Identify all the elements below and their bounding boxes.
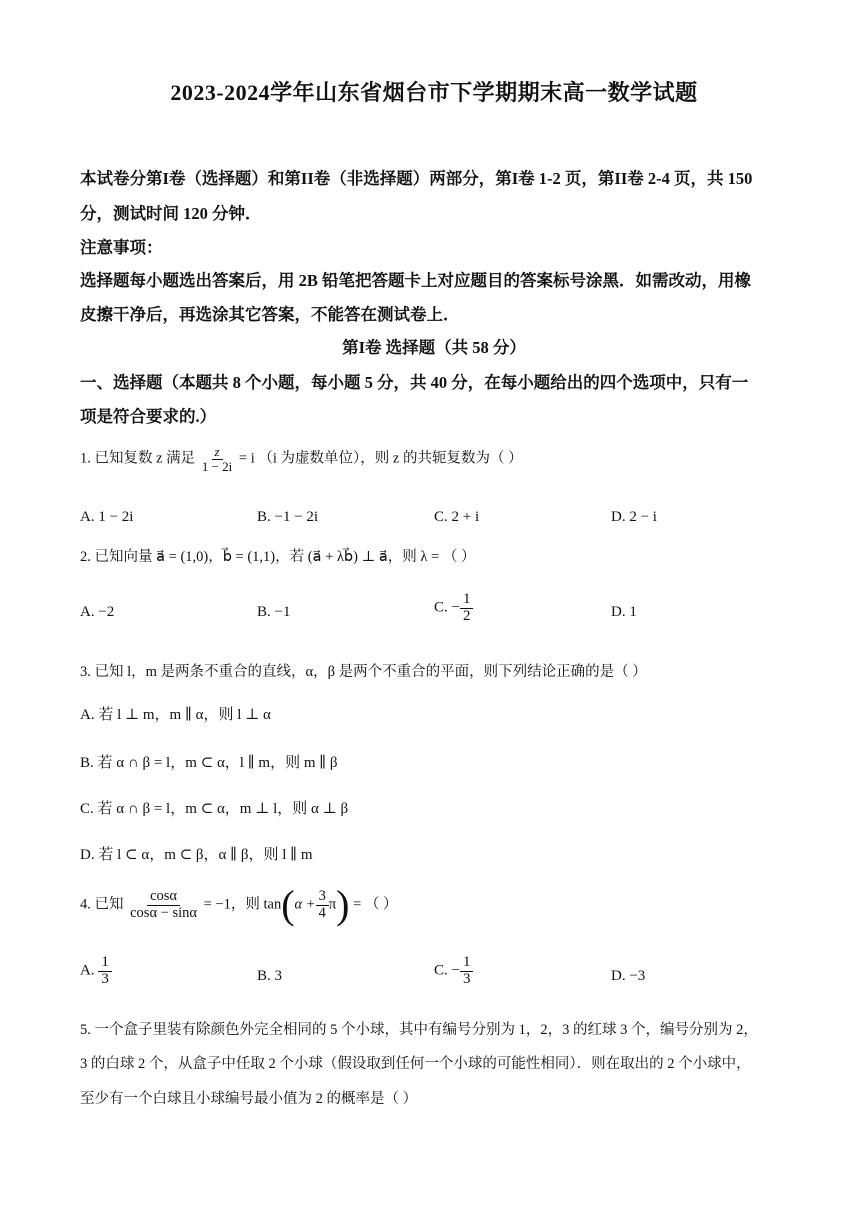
option-label: C. <box>434 599 448 616</box>
q3-option-c <box>80 797 348 818</box>
option-label: A. <box>80 962 95 979</box>
q4-prefix: 4. 已知 <box>80 896 124 913</box>
q4-inner-pi: π <box>328 896 337 913</box>
option-text: 2 − i <box>629 509 657 525</box>
notice-line-1: 选择题每小题选出答案后，用 2B 铅笔把答题卡上对应题目的答案标号涂黑．如需改动，用橡 <box>80 271 752 290</box>
q3-option-d <box>80 843 313 864</box>
q4-inner-den: 4 <box>318 904 326 921</box>
option-text: 若 l ⊂ α，m ⊂ β，α ∥ β，则 l ∥ m <box>98 847 313 863</box>
frac-num: 1 <box>460 592 474 609</box>
left-paren: ( <box>281 882 295 927</box>
option-label: A. <box>80 509 95 525</box>
option-text: −3 <box>629 968 646 984</box>
option-text: 若 α ∩ β = l，m ⊂ α，l ∥ m，则 m ∥ β <box>97 755 338 771</box>
q1-frac-den: 1 − 2i <box>201 458 233 474</box>
question-2: 2. 已知向量 a⃗ = (1,0)，b⃗ = (1,1)，若 (a⃗ + λb⃗) ⊥ a⃗，则 λ = （ ） <box>80 549 476 565</box>
section-heading: 第I卷 选择题（共 58 分） <box>342 338 526 357</box>
option-label: A. <box>80 604 95 620</box>
option-text: 3 <box>274 968 283 984</box>
q4-inner-num: 3 <box>316 889 329 905</box>
frac-den: 3 <box>462 970 471 987</box>
option-text: 1 − 2i <box>98 509 134 525</box>
option-text: 若 l ⊥ m，m ∥ α，则 l ⊥ α <box>98 707 271 723</box>
intro-line-2: 分，测试时间 120 分钟． <box>80 204 262 223</box>
q2-option-b <box>257 604 290 621</box>
q4-inner-alpha: α + <box>294 896 316 913</box>
option-label: B. <box>257 509 271 525</box>
q1-option-c <box>434 509 479 526</box>
option-label: C. <box>80 801 94 817</box>
q4-option-d <box>611 968 645 985</box>
q4-eq: = −1，则 tan <box>203 896 282 913</box>
q4-frac-den: cosα − sinα <box>130 904 197 921</box>
q3-option-a <box>80 703 271 724</box>
q2-option-d <box>611 604 637 621</box>
q1-option-d <box>611 509 657 526</box>
q1-option-a <box>80 509 133 526</box>
page-title: 2023-2024学年山东省烟台市下学期期末高一数学试题 <box>170 80 698 105</box>
option-label: D. <box>611 509 626 525</box>
q1-option-b <box>257 509 318 526</box>
part-line-1: 一、选择题（本题共 8 个小题，每小题 5 分，共 40 分，在每小题给出的四个选项中，只有一 <box>80 373 749 392</box>
option-text: 1 <box>629 604 637 620</box>
q2-c-fraction <box>460 592 474 625</box>
notice-heading: 注意事项： <box>80 238 163 257</box>
option-sign: − <box>451 599 460 616</box>
option-label: A. <box>80 707 95 723</box>
option-sign: − <box>451 962 460 979</box>
frac-den: 2 <box>462 607 471 624</box>
q1-suffix: （i 为虚数单位），则 z 的共轭复数为（ ） <box>258 450 523 467</box>
q4-inner-fraction <box>316 889 329 920</box>
frac-num: 1 <box>460 955 474 972</box>
q4-fraction <box>127 889 200 920</box>
notice-line-2: 皮擦干净后，再选涂其它答案，不能答在测试卷上． <box>80 305 460 324</box>
option-label: D. <box>611 604 626 620</box>
q1-eq: = i <box>238 450 255 467</box>
option-label: B. <box>80 755 94 771</box>
q4-option-b <box>257 968 282 985</box>
option-label: D. <box>80 847 95 863</box>
option-text: 若 α ∩ β = l，m ⊂ α，m ⊥ l，则 α ⊥ β <box>97 801 349 817</box>
option-label: D. <box>611 968 626 984</box>
question-1 <box>80 445 523 473</box>
q2-option-c <box>434 592 473 625</box>
q4-c-fraction <box>460 955 474 988</box>
q4-option-a <box>80 955 112 988</box>
q4-a-fraction <box>98 955 112 988</box>
frac-den: 3 <box>101 970 109 987</box>
question-5-line-1: 5. 一个盒子里装有除颜色外完全相同的 5 个小球，其中有编号分别为 1，2，3 的红球 3 个，编号分别为 2， <box>80 1022 758 1038</box>
option-text: −1 − 2i <box>274 509 319 525</box>
option-text: −1 <box>274 604 291 620</box>
question-5-line-3: 至少有一个白球且小球编号最小值为 2 的概率是（ ） <box>80 1091 418 1107</box>
q1-fraction <box>199 445 235 473</box>
q4-frac-num: cosα <box>147 889 180 905</box>
question-5-line-2: 3 的白球 2 个，从盒子中任取 2 个小球（假设取到任何一个小球的可能性相同）．则在取出的 2 个小球中， <box>80 1056 751 1072</box>
option-label: B. <box>257 604 271 620</box>
option-text: −2 <box>98 604 115 620</box>
q3-option-b <box>80 751 338 772</box>
option-text: 2 + i <box>451 509 480 525</box>
intro-line-1: 本试卷分第I卷（选择题）和第II卷（非选择题）两部分，第I卷 1-2 页，第II卷 2-4 页，共 150 <box>80 169 753 188</box>
part-line-2: 项是符合要求的.） <box>80 407 217 426</box>
option-label: C. <box>434 962 448 979</box>
option-label: C. <box>434 509 448 525</box>
q1-frac-num: z <box>212 445 223 460</box>
option-label: B. <box>257 968 271 984</box>
q1-prefix: 1. 已知复数 z 满足 <box>80 450 196 467</box>
q2-option-a <box>80 604 114 621</box>
q4-option-c <box>434 955 473 988</box>
q4-suffix: = （ ） <box>353 896 398 913</box>
question-4 <box>80 882 398 927</box>
question-3: 3. 已知 l，m 是两条不重合的直线，α，β 是两个不重合的平面，则下列结论正确的是（ ） <box>80 664 647 680</box>
right-paren: ) <box>336 882 350 927</box>
frac-num: 1 <box>98 955 112 972</box>
